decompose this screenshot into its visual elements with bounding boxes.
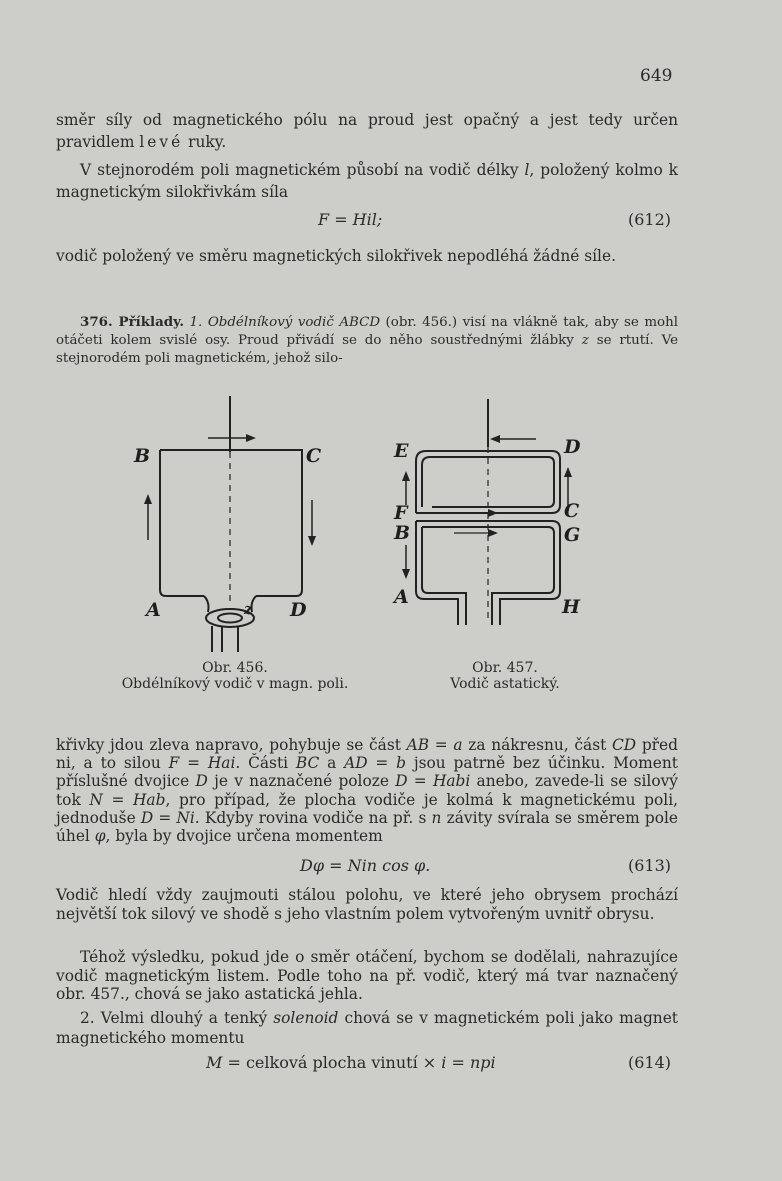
caption-456: Obr. 456. Obdélníkový vodič v magn. poli. (121, 660, 349, 692)
caption-457: Obr. 457. Vodič astatický. (450, 660, 560, 692)
equation-613-number: (613) (628, 856, 672, 875)
paragraph-2: V stejnorodém poli magnetickém působí na vodič délky l, položený kolmo k magnetickým silokřivkám síla (56, 161, 679, 201)
mercury-groove-inner (218, 614, 242, 623)
label-G: G (564, 524, 581, 546)
arrowhead-right-icon (488, 529, 498, 537)
arrowhead-up-icon (144, 494, 152, 504)
label-B: B (134, 445, 151, 467)
equation-614-number: (614) (628, 1053, 672, 1072)
paragraph-7: 2. Velmi dlouhý a tenký solenoid chová se v magnetickém poli jako magnet magnetického momentu (56, 1009, 678, 1047)
equation-612-number: (612) (628, 210, 672, 229)
lower-loop-inner-left (422, 527, 466, 625)
label-C: C (306, 445, 322, 467)
label-z: z (244, 600, 253, 618)
paragraph-6: Téhož výsledku, pokud jde o směr otáčení, bychom se dodělali, nahrazujíce vodič magnetickým listem. Podle toho na př. vodič, který má tvar naznačený obr. 457., chová se jako astatická jehla. (56, 948, 678, 1004)
label-H: H (562, 596, 580, 618)
paragraph-1: směr síly od magnetického pólu na proud jest opačný a jest tedy určen pravidlem levé ruky. (56, 111, 678, 151)
arrowhead-up-icon (402, 471, 410, 481)
page-number: 649 (640, 66, 673, 86)
paragraph-4: křivky jdou zleva napravo, pohybuje se část AB = a za nákresnu, část CD před ni, a to silou F = Hai. Části BC a AD = b jsou patrně bez účinku. Moment příslušné dvojice D je v naznačené poloze D = Habi anebo, zavede-li se silový tok N = Hab, pro případ, že plocha vodiče je kolmá k magnetickému poli, jednoduše D = Ni. Kdyby rovina vodiče na př. s n závity svírala se směrem pole úhel φ, byla by dvojice určena momentem (56, 736, 679, 846)
equation-612: F = Hil; (318, 210, 383, 229)
label-E: E (394, 440, 409, 462)
conductor-lower (160, 450, 204, 596)
arrowhead-down-icon (402, 569, 410, 579)
label-D: D (290, 599, 307, 621)
arrowhead-left-icon (490, 435, 500, 443)
label-D: D (564, 436, 581, 458)
label-C: C (564, 500, 580, 522)
arrowhead-down-icon (308, 536, 316, 546)
lower-loop-inner (422, 527, 554, 625)
arrowhead-right-icon (246, 434, 256, 442)
label-F: F (394, 502, 408, 524)
section-376: 376. Příklady. 1. Obdélníkový vodič ABCD (obr. 456.) visí na vlákně tak, aby se mohl otáčeti kolem svislé osy. Proud přivádí se do něho soustřednými žlábky z se rtutí. Ve stejnorodém poli magnetickém, jehož silo- (56, 314, 678, 366)
figure-457 (392, 395, 592, 635)
conductor-upper (160, 450, 302, 596)
label-B: B (394, 522, 411, 544)
arrowhead-right-icon (488, 509, 498, 517)
paragraph-5: Vodič hledí vždy zaujmouti stálou polohu, ve které jeho obrysem prochází největší tok silový ve shodě s jeho vlastním polem vytvořeným uvnitř obrysu. (56, 886, 678, 923)
figure-456 (120, 390, 350, 670)
section-heading: 376. Příklady. (80, 314, 185, 330)
label-A: A (394, 586, 409, 608)
paragraph-3: vodič položený ve směru magnetických silokřivek nepodléhá žádné síle. (56, 247, 616, 265)
label-A: A (146, 599, 161, 621)
arrowhead-up-icon (564, 467, 572, 477)
equation-614: M = celková plocha vinutí × i = npi (206, 1053, 496, 1072)
equation-613: Dφ = Nin cos φ. (300, 856, 431, 875)
